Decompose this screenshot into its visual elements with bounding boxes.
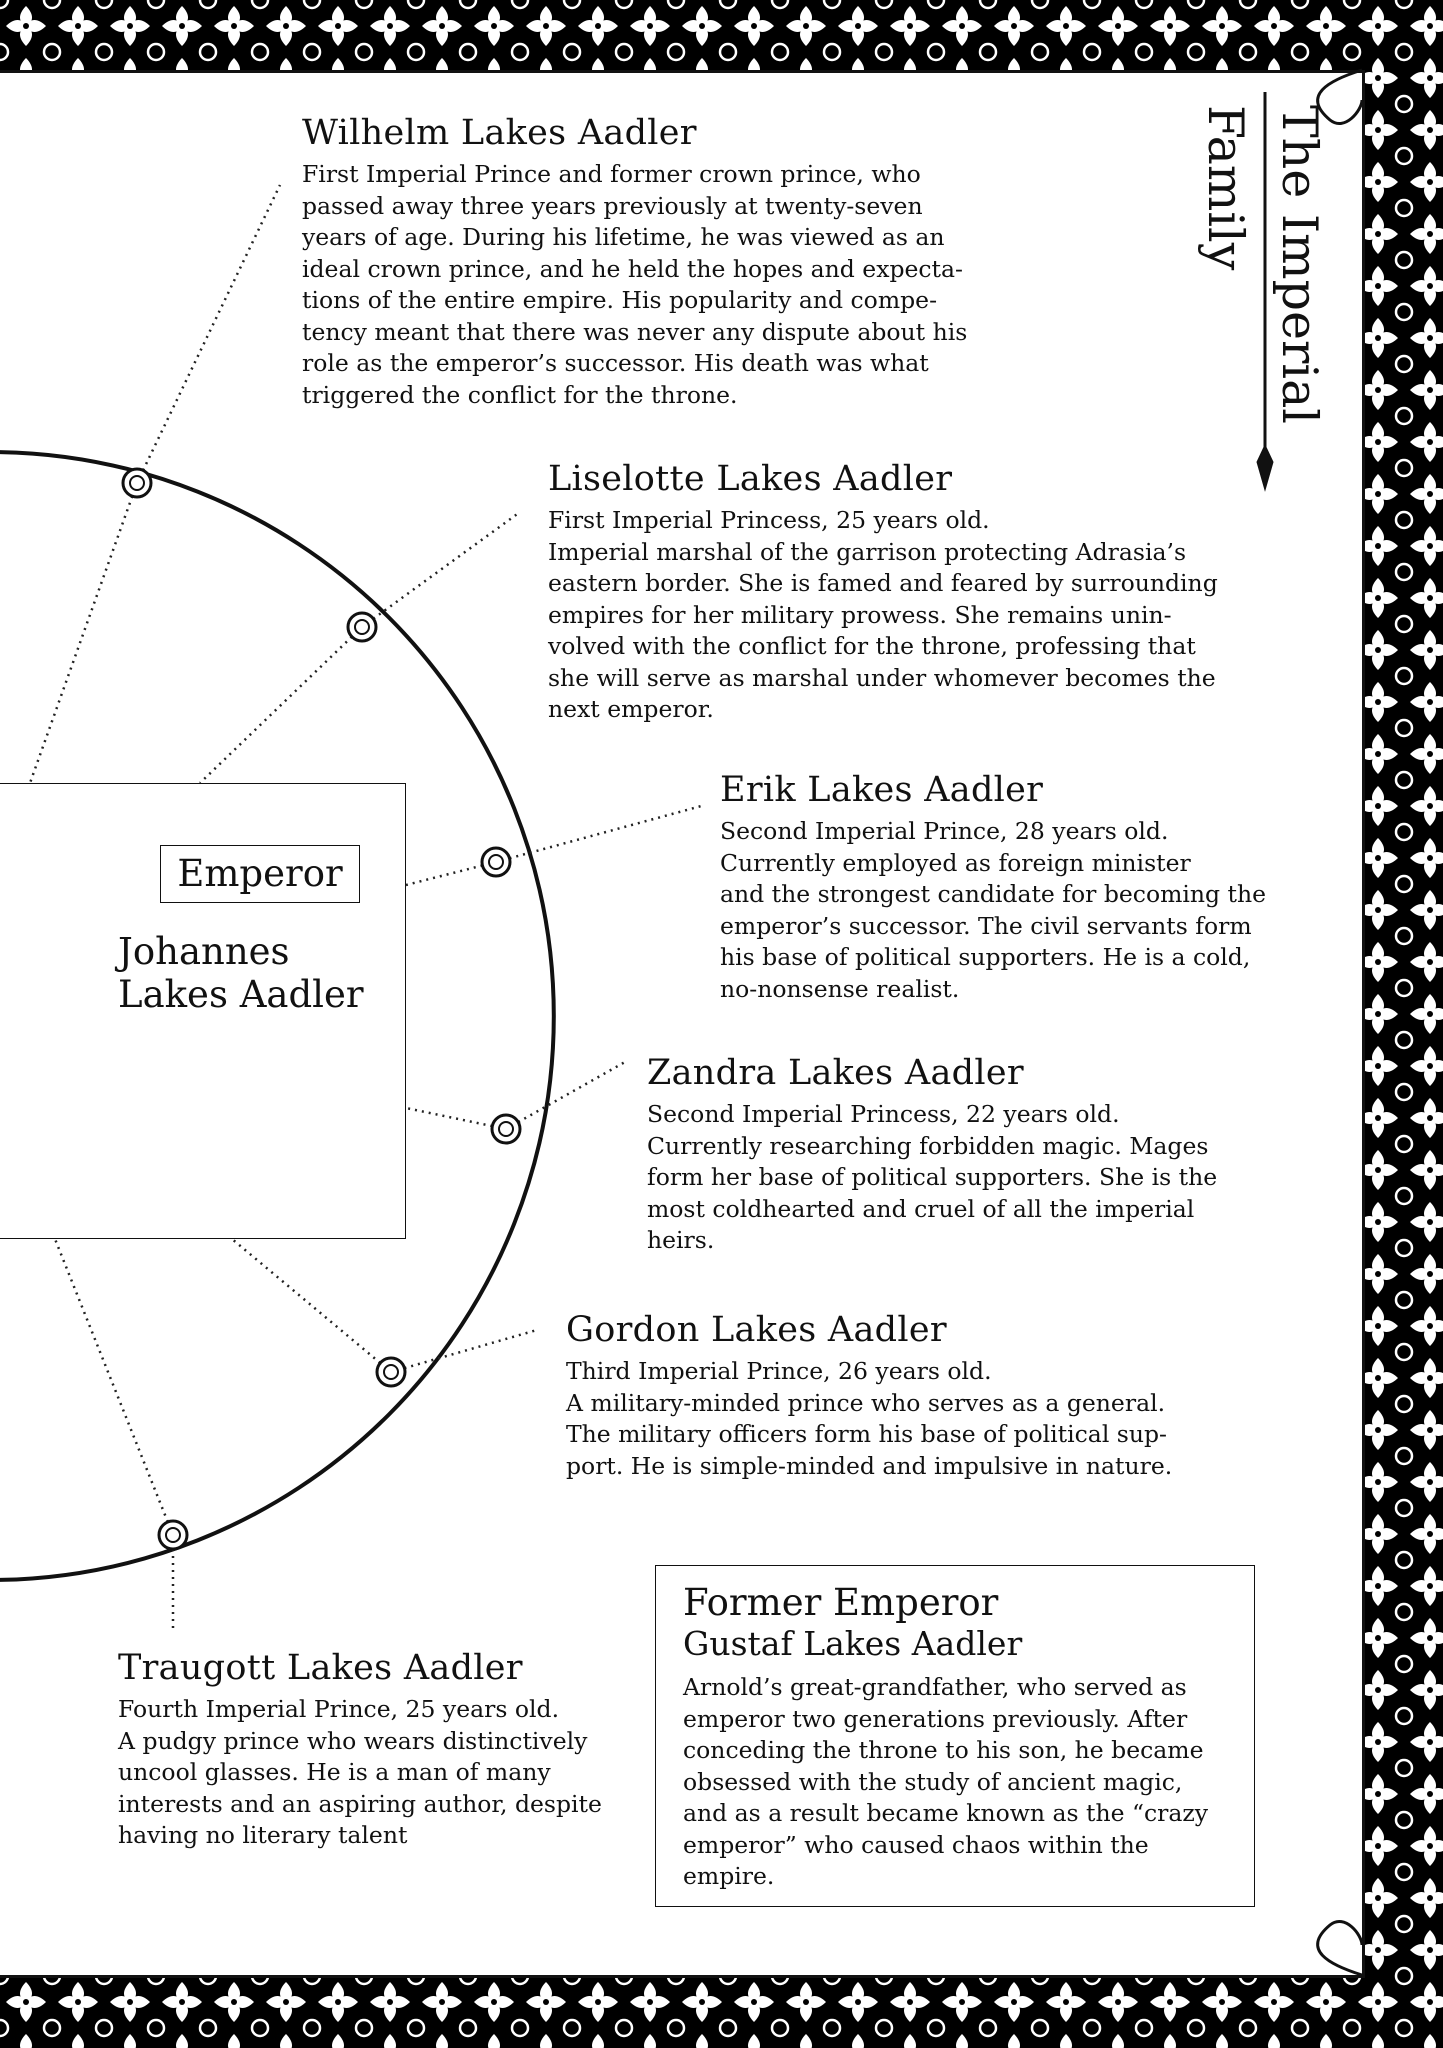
member-name: Zandra Lakes Aadler [647, 1053, 1024, 1093]
entry-gordon [566, 1310, 1346, 1482]
member-description: Second Imperial Princess, 22 years old. Currently researching forbidden magic. Mages form her base of political supporters. She is the most coldhearted and cruel of all the imperial heirs. [647, 1100, 1218, 1254]
emperor-name-line-2: Lakes Aadler [118, 973, 364, 1016]
emperor-label: Emperor [160, 845, 360, 903]
entry-erik [720, 770, 1360, 1005]
member-description: Fourth Imperial Prince, 25 years old. A pudgy prince who wears distinctively uncool glasses. He is a man of many interests and an aspiring author, despite having no literary talent [118, 1695, 602, 1849]
entry-wilhelm [302, 113, 1022, 411]
member-name: Liselotte Lakes Aadler [548, 459, 953, 499]
former-emperor-name: Gustaf Lakes Aadler [683, 1624, 1023, 1663]
member-description: Second Imperial Prince, 28 years old. Currently employed as foreign minister and the strongest candidate for becoming the emperor’s successor. The civil servants form his base of political supporters. He is a cold, no-nonsense realist. [720, 817, 1267, 1003]
entry-traugott [118, 1648, 648, 1852]
former-emperor-title: Former Emperor [683, 1581, 999, 1624]
member-name: Gordon Lakes Aadler [566, 1310, 947, 1350]
title-line-2: Family [1197, 105, 1254, 271]
former-emperor-description: Arnold’s great-grandfather, who served as emperor two generations previously. After conceding the throne to his son, he became obsessed with the study of ancient magic, and as a result became known as the “crazy emperor” who caused chaos within the empire. [683, 1673, 1209, 1890]
member-description: First Imperial Princess, 25 years old. Imperial marshal of the garrison protecting Adrasia’s eastern border. She is famed and feared by surrounding empires for her military prowess. She remains unin- volved with the conflict for the throne, professing that she will serve as marshal under whomever becomes the next emperor. [548, 506, 1218, 723]
member-name: Traugott Lakes Aadler [118, 1648, 523, 1688]
entry-zandra [647, 1053, 1347, 1257]
emperor-name-line-1: Johannes [118, 930, 290, 973]
member-description: First Imperial Prince and former crown prince, who passed away three years previously at twenty-seven years of age. During his lifetime, he was viewed as an ideal crown prince, and he held the hopes and expecta- tions of the entire empire. His popularity and compe- tency meant that there was never any dispute about his role as the emperor’s successor. His death was what triggered the conflict for the throne. [302, 160, 968, 409]
title-line-1: The Imperial [1271, 105, 1328, 424]
former-emperor-box [655, 1565, 1255, 1907]
member-name: Wilhelm Lakes Aadler [302, 113, 697, 153]
entry-liselotte [548, 459, 1338, 726]
emperor-name [118, 930, 364, 1016]
member-name: Erik Lakes Aadler [720, 770, 1044, 810]
member-description: Third Imperial Prince, 26 years old. A military-minded prince who serves as a general. The military officers form his base of political sup- port. He is simple-minded and impulsive in nature. [566, 1357, 1173, 1480]
page-title [1185, 105, 1340, 485]
